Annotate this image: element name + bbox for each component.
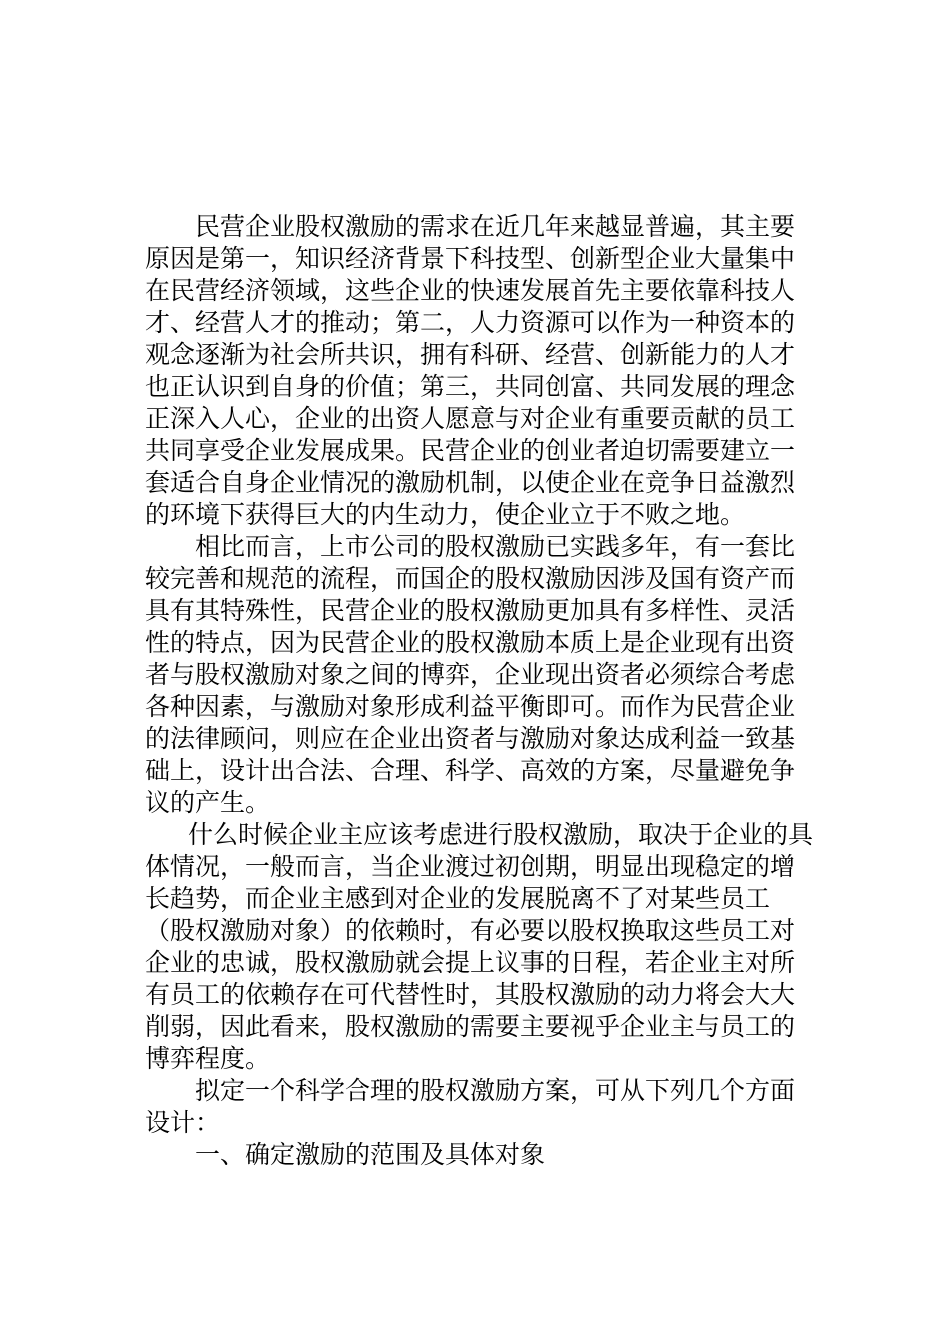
paragraph-1-line-9: 套适合自身企业情况的激励机制，以使企业在竞争日益激烈 bbox=[145, 468, 796, 497]
paragraph-3-line-2: 体情况，一般而言，当企业渡过初创期，明显出现稳定的增 bbox=[145, 852, 796, 881]
paragraph-1-line-5: 观念逐渐为社会所共识，拥有科研、经营、创新能力的人才 bbox=[145, 340, 796, 369]
paragraph-1-line-10: 的环境下获得巨大的内生动力，使企业立于不败之地。 bbox=[145, 500, 746, 529]
paragraph-2-line-1: 相比而言，上市公司的股权激励已实践多年，有一套比 bbox=[195, 532, 796, 561]
paragraph-3-line-6: 有员工的依赖存在可代替性时，其股权激励的动力将会大大 bbox=[145, 980, 796, 1009]
paragraph-2-line-9: 议的产生。 bbox=[145, 788, 271, 817]
paragraph-4-line-1: 拟定一个科学合理的股权激励方案，可从下列几个方面 bbox=[195, 1076, 796, 1105]
paragraph-2-line-4: 性的特点，因为民营企业的股权激励本质上是企业现有出资 bbox=[145, 628, 796, 657]
paragraph-1-line-7: 正深入人心，企业的出资人愿意与对企业有重要贡献的员工 bbox=[145, 404, 796, 433]
paragraph-2-line-7: 的法律顾问，则应在企业出资者与激励对象达成利益一致基 bbox=[145, 724, 796, 753]
paragraph-1-line-3: 在民营经济领域，这些企业的快速发展首先主要依靠科技人 bbox=[145, 276, 796, 305]
paragraph-4-line-2: 设计： bbox=[145, 1108, 221, 1137]
paragraph-2-line-3: 具有其特殊性，民营企业的股权激励更加具有多样性、灵活 bbox=[145, 596, 796, 625]
paragraph-3-line-5: 企业的忠诚，股权激励就会提上议事的日程，若企业主对所 bbox=[145, 948, 796, 977]
paragraph-2-line-2: 较完善和规范的流程，而国企的股权激励因涉及国有资产而 bbox=[145, 564, 796, 593]
paragraph-2-line-6: 各种因素，与激励对象形成利益平衡即可。而作为民营企业 bbox=[145, 692, 796, 721]
paragraph-1-line-4: 才、经营人才的推动；第二，人力资源可以作为一种资本的 bbox=[145, 308, 796, 337]
paragraph-1-line-1: 民营企业股权激励的需求在近几年来越显普遍，其主要 bbox=[195, 212, 796, 241]
paragraph-2-line-5: 者与股权激励对象之间的博弈，企业现出资者必须综合考虑 bbox=[145, 660, 796, 689]
paragraph-1-line-8: 共同享受企业发展成果。民营企业的创业者迫切需要建立一 bbox=[145, 436, 796, 465]
paragraph-3-line-8: 博弈程度。 bbox=[145, 1044, 271, 1073]
paragraph-3-line-7: 削弱，因此看来，股权激励的需要主要视乎企业主与员工的 bbox=[145, 1012, 796, 1041]
paragraph-1-line-6: 也正认识到自身的价值；第三，共同创富、共同发展的理念 bbox=[145, 372, 796, 401]
paragraph-3-line-1: 什么时候企业主应该考虑进行股权激励，取决于企业的具 bbox=[188, 820, 814, 849]
paragraph-3-line-3: 长趋势，而企业主感到对企业的发展脱离不了对某些员工 bbox=[145, 884, 771, 913]
paragraph-3-line-4: （股权激励对象）的依赖时，有必要以股权换取这些员工对 bbox=[145, 916, 796, 945]
paragraph-1-line-2: 原因是第一，知识经济背景下科技型、创新型企业大量集中 bbox=[145, 244, 796, 273]
paragraph-2-line-8: 础上，设计出合法、合理、科学、高效的方案，尽量避免争 bbox=[145, 756, 796, 785]
section-heading-1: 一、确定激励的范围及具体对象 bbox=[195, 1140, 546, 1169]
